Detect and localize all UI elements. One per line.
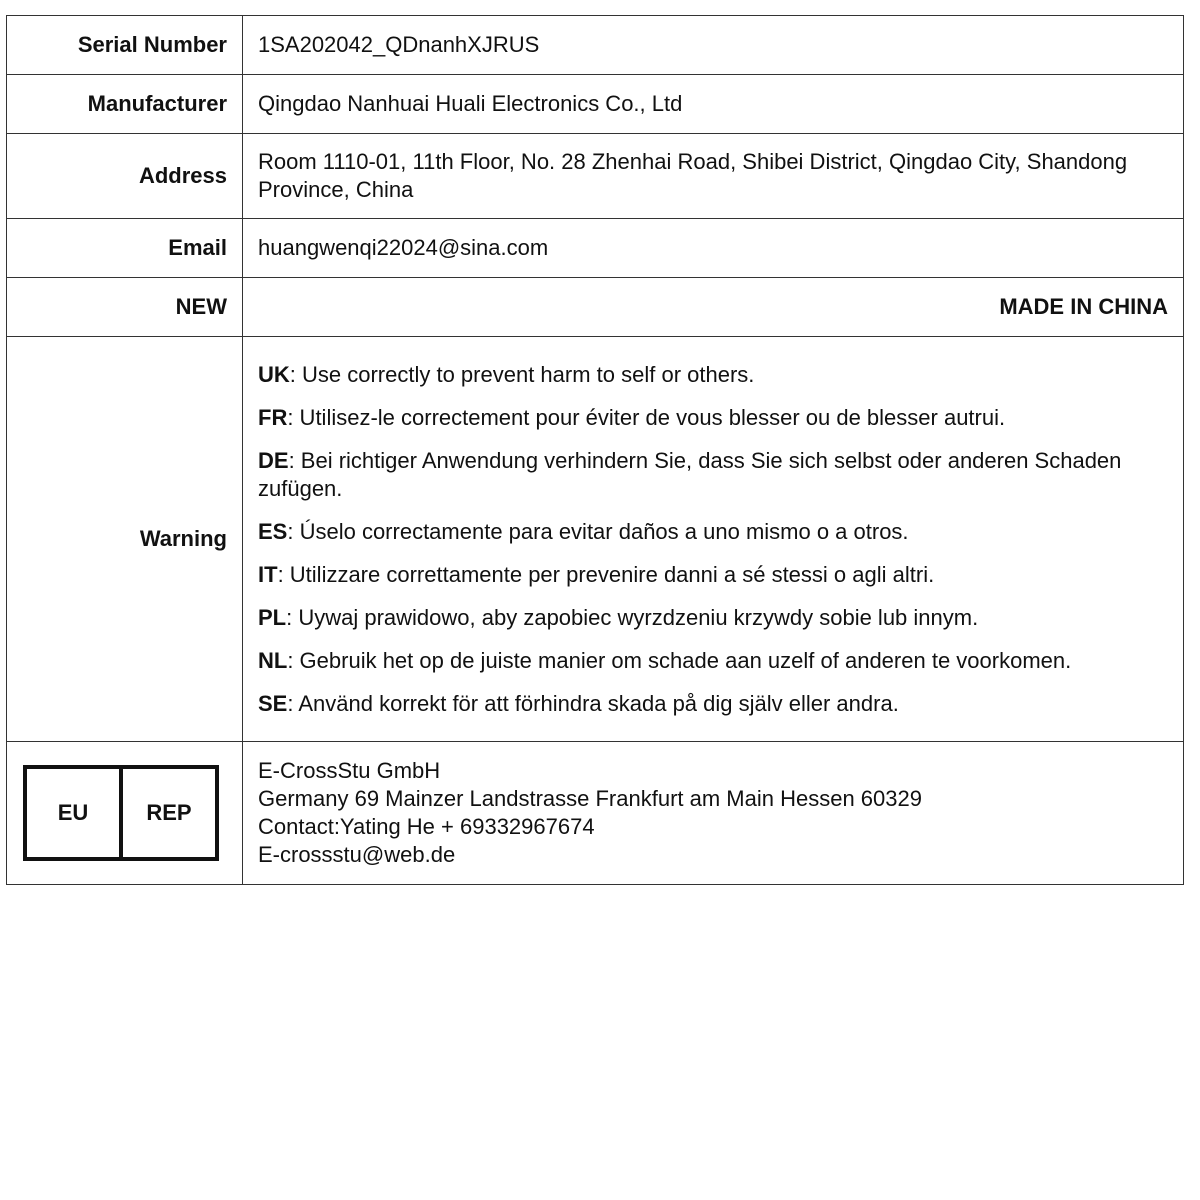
eu-rep-badge [23, 765, 219, 861]
product-label-table [6, 15, 1184, 885]
manufacturer-row [7, 75, 1184, 134]
warning-item-pl [258, 604, 1168, 632]
eu-rep-badge-cell [7, 742, 243, 885]
warning-text: : Bei richtiger Anwendung verhindern Sie, dass Sie sich selbst oder anderen Schaden zufügen. [258, 447, 1122, 501]
manufacturer-label: Manufacturer [7, 75, 243, 134]
eu-rep-address: Germany 69 Mainzer Landstrasse Frankfurt am Main Hessen 60329 [258, 786, 922, 811]
warning-text: : Gebruik het op de juiste manier om schade aan uzelf of anderen te voorkomen. [287, 647, 1072, 673]
eu-rep-company: E-CrossStu GmbH [258, 758, 441, 783]
warning-code: PL [258, 604, 287, 630]
serial-number-label: Serial Number [7, 16, 243, 75]
warning-item-de [258, 447, 1168, 503]
serial-number-row [7, 16, 1184, 75]
email-row [7, 219, 1184, 278]
eu-rep-email: E-crossstu@web.de [258, 842, 456, 867]
warning-item-uk [258, 361, 1168, 389]
warning-code: SE [258, 690, 288, 716]
warning-text: : Úselo correctamente para evitar daños a uno mismo o a otros. [287, 518, 909, 544]
warning-item-fr [258, 404, 1168, 432]
warning-code: FR [258, 404, 288, 430]
warning-list [258, 361, 1168, 718]
warning-text: : Utilisez-le correctement pour éviter de vous blesser ou de blesser autrui. [287, 404, 1006, 430]
warning-item-nl [258, 647, 1168, 675]
manufacturer-value: Qingdao Nanhuai Huali Electronics Co., Ltd [243, 75, 1184, 134]
address-value: Room 1110-01, 11th Floor, No. 28 Zhenhai Road, Shibei District, Qingdao City, Shandong Province, China [243, 134, 1184, 219]
warning-code: ES [258, 518, 288, 544]
rep-badge-text: REP [146, 800, 192, 825]
warning-code: IT [258, 561, 278, 587]
warning-code: UK [258, 361, 290, 387]
warning-item-se [258, 690, 1168, 718]
eu-rep-details [243, 742, 1184, 885]
warning-row [7, 337, 1184, 742]
origin-value: MADE IN CHINA [243, 278, 1184, 337]
warning-code: DE [258, 447, 289, 473]
warning-text: : Use correctly to prevent harm to self or others. [289, 361, 755, 387]
address-row [7, 134, 1184, 219]
eu-rep-contact: Contact:Yating He + 69332967674 [258, 814, 595, 839]
warning-cell [243, 337, 1184, 742]
condition-row [7, 278, 1184, 337]
condition-label: NEW [7, 278, 243, 337]
warning-item-es [258, 518, 1168, 546]
serial-number-value: 1SA202042_QDnanhXJRUS [243, 16, 1184, 75]
email-value: huangwenqi22024@sina.com [243, 219, 1184, 278]
warning-item-it [258, 561, 1168, 589]
warning-label: Warning [7, 337, 243, 742]
warning-code: NL [258, 647, 288, 673]
address-label: Address [7, 134, 243, 219]
email-label: Email [7, 219, 243, 278]
warning-text: : Uywaj prawidowo, aby zapobiec wyrzdzeniu krzywdy sobie lub innym. [286, 604, 979, 630]
warning-text: : Utilizzare correttamente per prevenire danni a sé stessi o agli altri. [277, 561, 935, 587]
eu-badge-text: EU [27, 769, 123, 857]
eu-rep-row [7, 742, 1184, 885]
warning-text: : Använd korrekt för att förhindra skada på dig själv eller andra. [287, 690, 899, 716]
